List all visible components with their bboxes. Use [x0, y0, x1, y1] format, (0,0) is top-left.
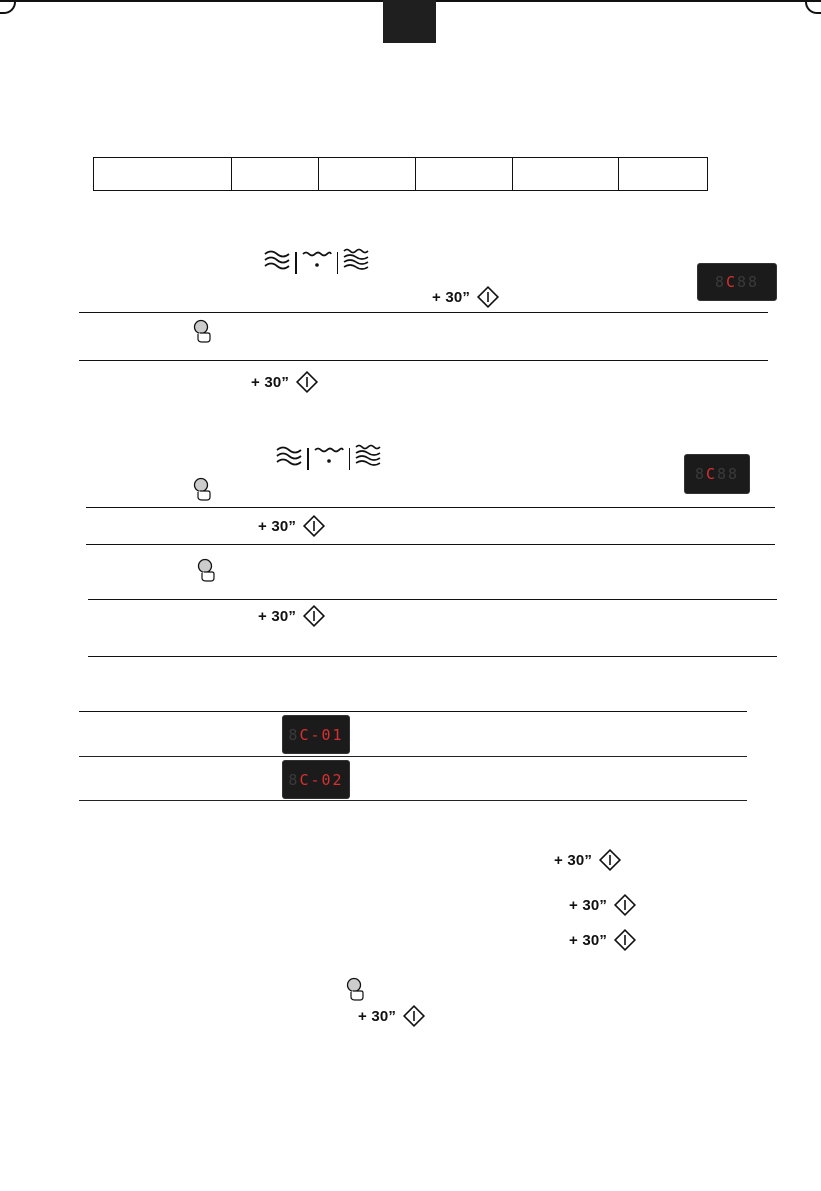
language-tab: [383, 0, 436, 43]
start-label: + 30”: [258, 517, 297, 535]
page-corner-left: [0, 0, 16, 14]
start-button-ref: [358, 1004, 426, 1028]
divider: [86, 507, 775, 508]
header-table-cell: [94, 158, 232, 190]
header-table-cell: [416, 158, 513, 190]
icon-separator: [307, 448, 309, 470]
start-label: + 30”: [358, 1007, 397, 1025]
header-table-cell: [232, 158, 319, 190]
page-corner-right: [805, 0, 821, 14]
start-button-ref: [258, 514, 326, 538]
start-label: + 30”: [251, 373, 290, 391]
start-diamond-icon: [402, 1004, 426, 1028]
display-digit: 88: [717, 465, 740, 483]
header-table: [93, 157, 708, 191]
grill-icon: [313, 445, 345, 472]
start-button-ref: [432, 285, 500, 309]
display-digit: 8: [288, 725, 300, 744]
start-label: + 30”: [569, 896, 608, 914]
grill-icon: [301, 249, 333, 276]
start-button-ref: [554, 848, 622, 872]
mode-icons-row-2: [275, 444, 382, 473]
start-diamond-icon: [302, 514, 326, 538]
start-diamond-icon: [598, 848, 622, 872]
icon-separator: [295, 252, 297, 274]
dial-hand-icon: [345, 976, 365, 1002]
table-rule: [79, 800, 747, 801]
display-digit: 8: [288, 770, 300, 789]
start-button-ref: [251, 370, 319, 394]
table-rule: [79, 756, 747, 757]
start-label: + 30”: [554, 851, 593, 869]
display-panel-2: [684, 454, 750, 494]
dial-hand-icon: [196, 557, 216, 583]
divider: [88, 656, 777, 657]
start-button-ref: [258, 604, 326, 628]
start-label: + 30”: [569, 931, 608, 949]
display-digit: 8: [694, 465, 706, 483]
start-label: + 30”: [258, 607, 297, 625]
mode-icons-row-1: [263, 248, 370, 277]
divider: [79, 312, 768, 313]
display-digit: C: [705, 465, 717, 483]
start-diamond-icon: [295, 370, 319, 394]
display-digit: C-01: [299, 725, 344, 744]
dial-hand-icon: [192, 318, 212, 344]
start-button-ref: [569, 893, 637, 917]
divider: [79, 360, 768, 361]
start-diamond-icon: [613, 928, 637, 952]
program-display-2: [282, 760, 350, 799]
microwave-waves-icon: [275, 445, 303, 472]
start-diamond-icon: [613, 893, 637, 917]
display-digit: C: [725, 273, 737, 291]
dial-hand-icon: [192, 476, 212, 502]
display-digit: 8: [714, 273, 726, 291]
start-diamond-icon: [476, 285, 500, 309]
start-button-ref: [569, 928, 637, 952]
combi-icon: [354, 444, 382, 473]
icon-separator: [337, 252, 339, 274]
header-table-cell: [619, 158, 707, 190]
start-label: + 30”: [432, 288, 471, 306]
microwave-waves-icon: [263, 249, 291, 276]
program-display-1: [282, 715, 350, 754]
display-digit: C-02: [299, 770, 344, 789]
display-digit: 88: [737, 273, 760, 291]
icon-separator: [349, 448, 351, 470]
header-table-cell: [319, 158, 416, 190]
header-table-cell: [513, 158, 619, 190]
table-rule: [79, 711, 747, 712]
display-panel-1: [697, 263, 777, 301]
start-diamond-icon: [302, 604, 326, 628]
divider: [86, 544, 775, 545]
combi-icon: [342, 248, 370, 277]
divider: [88, 599, 777, 600]
